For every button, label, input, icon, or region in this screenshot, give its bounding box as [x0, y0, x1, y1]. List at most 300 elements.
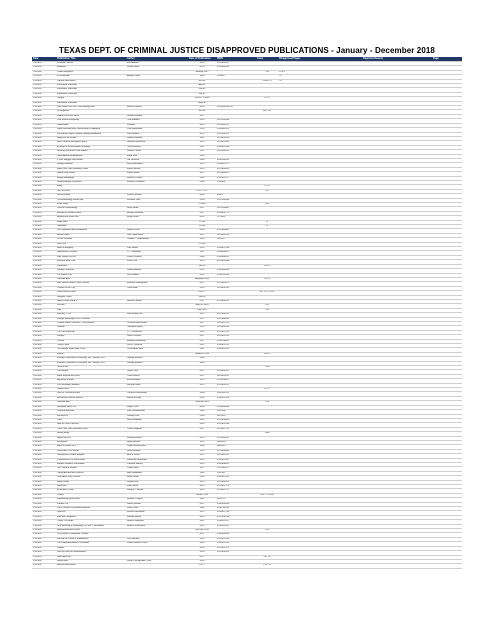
table-cell: 2006 — [188, 361, 216, 365]
table-cell: 1/5/2018 — [32, 269, 56, 273]
table-cell: 1/5/2018 — [32, 489, 56, 493]
table-cell: 76 — [278, 79, 362, 83]
table-cell: Redbook — [56, 66, 126, 70]
table-cell: 2013 — [188, 66, 216, 70]
table-cell: 9781930357 — [216, 436, 256, 440]
table-cell: 0070784 — [216, 410, 256, 414]
table-cell: 2017 — [188, 172, 216, 176]
table-cell: 2016 — [188, 216, 216, 220]
table-cell: 2018 — [188, 62, 216, 66]
table-cell: Physical Behavior — [56, 410, 126, 414]
table-cell: Ngerin M BOX — [56, 436, 126, 440]
table-cell: 1/5/2018 — [32, 507, 56, 511]
table-cell: The Hermit — [56, 370, 126, 374]
table-cell: V4 #4 — [256, 277, 278, 281]
table-cell: Grimax Hull — [126, 480, 188, 484]
table-cell: 9781285980 — [216, 198, 256, 202]
table-cell: 1/5/2018 — [32, 524, 56, 528]
table-cell: 2014 — [188, 123, 216, 127]
table-cell: 1/5/2018 — [32, 326, 56, 330]
table-cell: 12/17 — [188, 564, 216, 568]
table-cell: 2013 — [188, 326, 216, 330]
table-cell: 1/5/2018 — [32, 291, 56, 295]
table-cell: #1,43 — [278, 70, 362, 74]
table-cell: Muscle and Fitness — [56, 564, 126, 568]
table-cell: Christopher Hart — [126, 348, 188, 352]
table-cell: 9780871260 — [216, 247, 256, 251]
column-header: Issue — [256, 57, 278, 62]
table-cell: Reed Learning and Constructing Calligraphy — [56, 128, 126, 132]
table-cell: 9780877 — [216, 75, 256, 79]
table-cell: Lifestyle Art Creator Rhythm — [56, 454, 126, 458]
table-cell: Lisa Mendes — [126, 537, 188, 541]
table-cell: Weight Hammer — [56, 163, 126, 167]
table-cell: Penthouse — [56, 264, 126, 268]
table-cell: 2015 — [188, 480, 216, 484]
table-cell: 2017 — [188, 374, 216, 378]
table-cell: 2017 — [188, 467, 216, 471]
table-cell: 9780519411 — [216, 524, 256, 528]
table-cell: 1/5/2018 — [32, 418, 56, 422]
table-cell: 1/3/2018 — [32, 62, 56, 66]
table-cell: 1/5/2018 — [32, 440, 56, 444]
table-cell: Zombie Pin — [56, 502, 126, 506]
table-cell: Jack Hallace — [126, 132, 188, 136]
table-cell: Ed Rowlson — [126, 62, 188, 66]
table-cell: #1 — [256, 225, 278, 229]
table-cell: 1/5/2018 — [32, 308, 56, 312]
table-cell: Record Game — [126, 383, 188, 387]
table-cell: A Guide to Incarcerated Parenting — [56, 145, 126, 149]
column-header: Publication Title — [56, 57, 126, 62]
table-cell: Shoot Back — [56, 559, 126, 563]
table-cell: Tulta — [56, 418, 126, 422]
table-cell: 2006 — [188, 357, 216, 361]
table-cell: 1/5/2018 — [32, 264, 56, 268]
table-cell: 2018 — [188, 247, 216, 251]
table-cell: 9781260011 — [216, 150, 256, 154]
table-cell: Paul Fowles — [126, 273, 188, 277]
table-cell: 2016 — [188, 423, 216, 427]
table-cell: Lowrider Arte — [56, 401, 126, 405]
table-cell: 9780993283 — [216, 502, 256, 506]
table-cell: Apr-95 — [188, 84, 216, 88]
table-cell: Rumina O'Brien — [126, 176, 188, 180]
table-cell: The Clonetic Brands — [56, 467, 126, 471]
table-cell: 17-Dec — [188, 225, 216, 229]
table-cell: 1/5/2018 — [32, 176, 56, 180]
table-cell: V22 #1 #2018 — [256, 493, 278, 497]
table-cell: The Mirage World Map Cross — [56, 348, 126, 352]
table-cell: Stacy Holdt — [126, 207, 188, 211]
table-cell: Invisible Lonesome & Relaxing Ten Training Tier 2 — [56, 361, 126, 365]
table-cell: US Marine Corps Combat Fighting Handbook — [56, 132, 126, 136]
table-cell: 9780991771 — [216, 211, 256, 215]
table-cell: 1/5/2018 — [32, 216, 56, 220]
table-cell: Vibe — [56, 308, 126, 312]
table-cell: 1982 — [188, 136, 216, 140]
table-cell: 1/5/2018 — [32, 529, 56, 533]
table-cell: Lisa Egerbloom — [126, 128, 188, 132]
table-cell: 2010 — [188, 167, 216, 171]
table-cell: US Lot Force — [56, 189, 126, 193]
table-cell: 1/5/2018 — [32, 485, 56, 489]
table-cell: Hard Lesson Kang 4 — [56, 299, 126, 303]
table-cell: May-96 — [188, 101, 216, 105]
table-cell: 2008 — [188, 255, 216, 259]
table-cell: Kids United Unders Vied 1 Brutal — [56, 282, 126, 286]
table-cell: 1/5/2018 — [32, 229, 56, 233]
table-cell: 1/5/2018 — [32, 344, 56, 348]
table-cell: 9780989542 — [216, 66, 256, 70]
table-cell: Criminal Council — [56, 62, 126, 66]
table-cell: 9781259861 — [216, 207, 256, 211]
table-cell: 1/3/2018 — [32, 66, 56, 70]
table-cell: Theatre of the City — [56, 286, 126, 290]
table-cell: 1/5/2018 — [32, 255, 56, 259]
table-cell: One Secret Everybody — [56, 119, 126, 123]
table-cell: George Menace — [126, 361, 188, 365]
table-cell: 2017 — [188, 339, 216, 343]
table-cell: 1/5/2018 — [32, 520, 56, 524]
table-cell: Katherine Ramsland — [126, 458, 188, 462]
table-cell: 1998 — [188, 410, 216, 414]
table-cell: 1/5/2018 — [32, 414, 56, 418]
table-cell: 17-Dec — [188, 242, 216, 246]
table-cell: Blood Pudlin' — [56, 233, 126, 237]
table-cell: 1/5/2018 — [32, 247, 56, 251]
table-cell: 1993 — [188, 471, 216, 475]
table-cell: 1/5/2018 — [32, 172, 56, 176]
table-cell: 9781680841 — [216, 229, 256, 233]
table-cell: 9781315501 — [216, 141, 256, 145]
table-cell: 1/3/2018 — [32, 101, 56, 105]
table-cell: January 2017 — [188, 70, 216, 74]
table-cell: 2004 — [188, 542, 216, 546]
table-cell: 2012 — [188, 511, 216, 515]
table-cell — [432, 564, 462, 568]
table-cell: 1/5/2018 — [32, 379, 56, 383]
table-cell: V2 #2 — [256, 185, 278, 189]
table-cell: 1/5/2018 — [32, 321, 56, 325]
table-cell: Bible of Burglary — [56, 247, 126, 251]
table-cell: 1/5/2018 — [32, 370, 56, 374]
table-cell: 17-Nov — [188, 203, 216, 207]
table-cell: 1/5/2018 — [32, 546, 56, 550]
table-cell: 9781986843 — [216, 317, 256, 321]
table-cell: 9780351321 — [216, 344, 256, 348]
table-cell: Norland Seahaven — [126, 141, 188, 145]
table-cell: 1/5/2018 — [32, 238, 56, 242]
table-cell: 1/5/2018 — [32, 476, 56, 480]
table-cell: 2013 — [188, 537, 216, 541]
table-cell: 1/5/2018 — [32, 559, 56, 563]
table-cell: V28 #2 — [256, 264, 278, 268]
table-cell: 1/5/2018 — [32, 388, 56, 392]
table-cell: 1/5/2018 — [32, 498, 56, 502]
table-cell: #282 — [256, 203, 278, 207]
table-cell: 9781558222 — [216, 132, 256, 136]
table-cell: XI Magazine — [56, 110, 126, 114]
table-cell: 9780899021 — [216, 251, 256, 255]
table-cell: 9781302111 — [216, 546, 256, 550]
table-cell: Jan/Feb 2018 — [188, 401, 216, 405]
table-cell: Sword Play Georg — [56, 172, 126, 176]
table-cell: Kids Going Too Far — [56, 255, 126, 259]
table-cell: 1/5/2018 — [32, 132, 56, 136]
table-cell: 9781634321 — [216, 299, 256, 303]
table-cell: 2005 — [188, 194, 216, 198]
table-cell: 1/5/2018 — [32, 357, 56, 361]
table-cell: #288 — [256, 432, 278, 436]
table-cell: Crocodiles Sho Carmen — [56, 476, 126, 480]
table-cell: Jan R. Levenite — [126, 344, 188, 348]
table-cell: Tatjan Moconscena — [126, 445, 188, 449]
table-cell: 1/5/2018 — [32, 163, 56, 167]
table-cell: 1/5/2018 — [32, 537, 56, 541]
table-cell: 1/5/2018 — [32, 493, 56, 497]
table-cell: 9781678636 — [216, 260, 256, 264]
table-cell: 2014 — [188, 436, 216, 440]
table-cell: 2013 — [188, 313, 216, 317]
table-cell: Lowrider Arte — [56, 277, 126, 281]
table-cell: Rossie Resolution — [126, 511, 188, 515]
table-cell: 0185277 — [216, 238, 256, 242]
table-cell: 2014 — [188, 515, 216, 519]
table-cell: Prison Grounds — [56, 238, 126, 242]
table-cell: Vintage Burlesque 2018 Calendar — [56, 317, 126, 321]
table-cell: Maintaining your Health — [56, 498, 126, 502]
table-cell: 2017 — [188, 317, 216, 321]
table-cell: Inkstained Tattoo Art — [56, 101, 126, 105]
table-cell: 2003 — [188, 238, 216, 242]
table-cell: Amuly Parker — [126, 75, 188, 79]
table-cell: Robert Zeller — [126, 229, 188, 233]
table-cell: Entitled to Gender Phase — [56, 211, 126, 215]
table-cell: 1/5/2018 — [32, 480, 56, 484]
table-cell: Sep/Oct 2016 — [188, 304, 216, 308]
table-cell: Savage — [56, 335, 126, 339]
table-cell: Clinical Dermatology — [56, 207, 126, 211]
table-cell: 9781611978 — [216, 537, 256, 541]
table-cell: Veltman — [56, 326, 126, 330]
table-cell: V78 #11 — [256, 564, 278, 568]
table-cell: 17-Dec — [188, 220, 216, 224]
table-cell: 1271607 — [216, 216, 256, 220]
table-cell: V48, #22 — [256, 110, 278, 114]
table-cell: 1/5/2018 — [32, 551, 56, 555]
table-cell: Reader's Digest — [126, 498, 188, 502]
table-cell: 2006 — [188, 158, 216, 162]
table-cell: 1/5/2018 — [32, 119, 56, 123]
table-cell: Nursing Discourses 2nd Edition — [56, 150, 126, 154]
table-cell: 9781614011 — [216, 374, 256, 378]
table-cell: 1/5/2018 — [32, 374, 56, 378]
table-cell: 1/5/2018 — [32, 458, 56, 462]
table-cell: Popular Mechanics — [56, 79, 126, 83]
column-header: Date of Publication — [188, 57, 216, 62]
table-cell: 9781000910 — [216, 167, 256, 171]
table-cell: Kate Batholmew — [126, 163, 188, 167]
table-cell: Capes Reid — [126, 467, 188, 471]
table-cell: The Hollywood Book of Scandals — [56, 542, 126, 546]
table-cell: 1/5/2018 — [32, 185, 56, 189]
table-cell: V2 #2 — [256, 97, 278, 101]
table-cell: Jan-18 — [188, 264, 216, 268]
table-cell: 9781487614 — [216, 233, 256, 237]
table-cell: 1/5/2018 — [32, 251, 56, 255]
table-cell: 2016 — [188, 330, 216, 334]
table-cell: 2001 — [188, 520, 216, 524]
table-cell: 1/5/2018 — [32, 304, 56, 308]
table-cell: 2014 — [188, 273, 216, 277]
table-cell: 2016 — [188, 458, 216, 462]
table-row — [32, 564, 462, 568]
table-cell: 9780982464730 — [216, 106, 256, 110]
table-cell: 1979 — [188, 440, 216, 444]
table-cell: GLB Running & Swimming 10 Print 2 3rd Edition — [56, 524, 126, 528]
table-cell: 0021051 — [216, 414, 256, 418]
table-cell: 9781407543 — [216, 423, 256, 427]
table-cell: Christine McWilliams — [126, 321, 188, 325]
table-cell: Gold Fat — [56, 511, 126, 515]
table-cell: Munisson — [56, 485, 126, 489]
table-cell: Pearl and the Gone — [56, 291, 126, 295]
table-cell: Make Your Own Greeting Cards — [56, 167, 126, 171]
table-cell: 9781611852 — [216, 458, 256, 462]
page-title: TEXAS DEPT. OF CRIMINAL JUSTICE DISAPPROVED PUBLICATIONS - January - December 2018 — [59, 46, 435, 55]
table-cell: 9780786703 — [216, 507, 256, 511]
table-cell: Inkstained Tattoo Art — [56, 88, 126, 92]
table-cell: Wendy Williams — [126, 114, 188, 118]
table-cell: Deadly Pleasures — [56, 269, 126, 273]
table-cell: Gametour — [56, 225, 126, 229]
table-cell: 2000 — [188, 180, 216, 184]
table-cell: 9781629131 — [216, 335, 256, 339]
table-cell: Fall 2016 — [188, 308, 216, 312]
table-cell: James Robert Parish — [126, 542, 188, 546]
publications-table-container — [32, 57, 462, 569]
table-cell: 1/5/2018 — [32, 335, 56, 339]
table-cell: 1/5/2018 — [32, 220, 56, 224]
table-cell: #3 — [256, 220, 278, 224]
table-cell: #20 — [256, 304, 278, 308]
table-cell: 9780961322 — [216, 128, 256, 132]
table-cell: Ed Rosenthal — [126, 379, 188, 383]
table-cell: 1/5/2018 — [32, 405, 56, 409]
table-cell: 2016 — [188, 128, 216, 132]
table-cell: 2013 — [188, 489, 216, 493]
table-cell: 2013 British Conquered Thumbs — [56, 533, 126, 537]
table-cell: 2013 — [188, 383, 216, 387]
table-cell: Becoming a Movie Warrior — [56, 396, 126, 400]
table-cell — [126, 564, 188, 568]
table-cell: 1/5/2018 — [32, 366, 56, 370]
table-cell: 1996 — [188, 507, 216, 511]
table-cell: Moonstones Devious — [56, 251, 126, 255]
table-cell: Fencing 77 LR — [56, 313, 126, 317]
table-cell: 1/5/2018 — [32, 207, 56, 211]
table-cell: Invisible Lonesome & Relaxing Ten Training Tier 1 — [56, 357, 126, 361]
table-cell: 2014 — [188, 163, 216, 167]
table-cell: 0892771 — [216, 498, 256, 502]
table-cell: 9780294041 — [216, 339, 256, 343]
table-cell: 9781604843 — [216, 418, 256, 422]
table-cell: Terry Johnson — [126, 145, 188, 149]
table-cell: 9781517911 — [216, 321, 256, 325]
table-cell: 1/5/2018 — [32, 211, 56, 215]
table-cell: 2017 — [188, 427, 216, 431]
table-cell: Wild Run Surgeons — [56, 515, 126, 519]
column-header: Date — [32, 57, 56, 62]
table-body — [32, 62, 462, 569]
table-cell: Chaotic Mode Christian 1 Tele Heaven — [56, 321, 126, 325]
table-cell: 0531151 — [216, 471, 256, 475]
table-cell — [278, 564, 362, 568]
table-cell: 2016 — [188, 396, 216, 400]
table-cell: 2008 — [188, 75, 216, 79]
table-cell: 2009 — [188, 405, 216, 409]
table-cell: 1/3/2018 — [32, 88, 56, 92]
table-cell: 1/5/2018 — [32, 317, 56, 321]
table-cell: Stormy Rasure — [126, 436, 188, 440]
table-cell: Jeremy Pinz — [126, 414, 188, 418]
table-cell: Beyond the Snow Line — [56, 216, 126, 220]
table-cell: Aug/Sep 2005 — [188, 277, 216, 281]
table-cell: Toying Around with Science — [56, 471, 126, 475]
table-cell: 1/5/2018 — [32, 515, 56, 519]
table-cell: On Hermeology World Gay — [56, 198, 126, 202]
table-cell: 1/5/2018 — [32, 198, 56, 202]
table-cell: Marcia Lalouse — [126, 106, 188, 110]
column-header: Rejection Reason — [362, 57, 432, 62]
table-cell: 2017 — [188, 211, 216, 215]
table-cell: 1/5/2018 — [32, 128, 56, 132]
table-cell: 2018 — [188, 546, 216, 550]
table-cell: 2003 — [188, 154, 216, 158]
table-cell: 9781936807 — [216, 379, 256, 383]
table-cell: 2017 — [188, 299, 216, 303]
table-cell: Heavy Metal — [56, 432, 126, 436]
table-cell: VS Special Ops — [56, 273, 126, 277]
table-cell: Watercolor Thin Works — [56, 449, 126, 453]
table-cell: 1/5/2018 — [32, 542, 56, 546]
table-cell: Joel Legerhaven — [126, 233, 188, 237]
table-cell: 1/5/2018 — [32, 348, 56, 352]
table-cell: 9781612213 — [216, 427, 256, 431]
table-cell: 1/5/2018 — [32, 277, 56, 281]
table-cell: 1/3/2018 — [32, 79, 56, 83]
table-cell: 2014 — [188, 119, 216, 123]
table-cell: 1/5/2018 — [32, 445, 56, 449]
table-cell: Master of the Game — [56, 136, 126, 140]
table-cell: 1/5/2018 — [32, 462, 56, 466]
table-cell: 9781944512 — [216, 480, 256, 484]
table-cell: 1/5/2018 — [32, 150, 56, 154]
column-header: Author — [126, 57, 188, 62]
table-cell: 1/5/2018 — [32, 427, 56, 431]
table-cell: How to Color Unicorns — [56, 423, 126, 427]
table-cell: Inkstained Tattoo Art — [56, 84, 126, 88]
table-cell: Philip Carlo — [126, 507, 188, 511]
table-cell: The Incredible Stamina — [56, 383, 126, 387]
table-cell: 2017 — [188, 207, 216, 211]
table-cell: 1/5/2018 — [32, 564, 56, 568]
table-cell: Ruba Griffin — [126, 476, 188, 480]
table-cell: 2017 — [188, 344, 216, 348]
table-cell: 1/5/2018 — [32, 233, 56, 237]
table-cell: Color Your Own Greeting Cards — [56, 427, 126, 431]
